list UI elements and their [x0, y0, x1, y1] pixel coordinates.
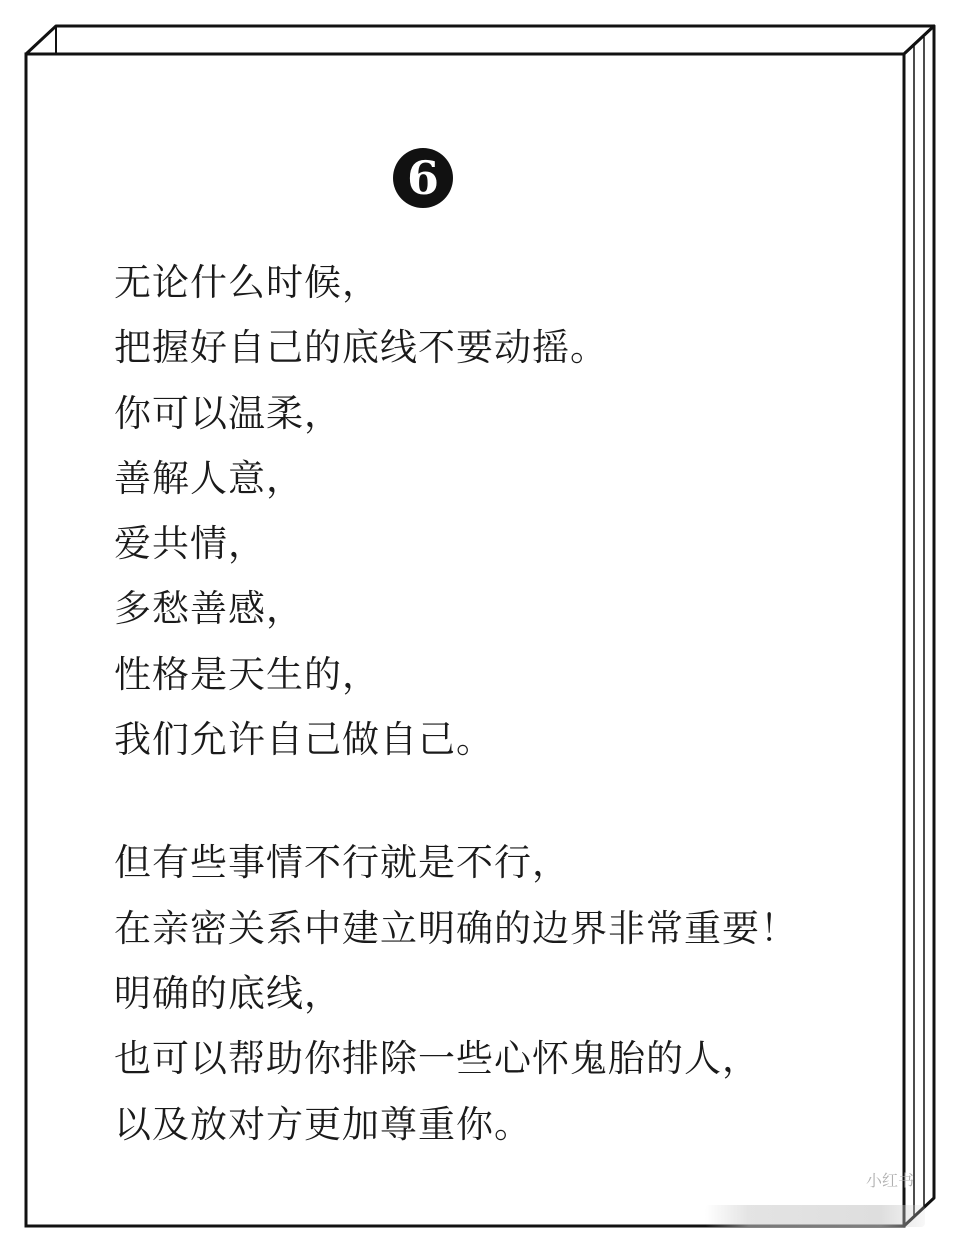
text-line: 明确的底线， [114, 971, 342, 1015]
number-badge: 6 [393, 148, 453, 208]
text-line: 多愁善感， [114, 587, 304, 631]
stanza-2 [114, 830, 874, 1156]
watermark-username-blur [705, 1205, 925, 1227]
text-line: 爱共情， [114, 522, 266, 566]
text-line: 也可以帮助你排除一些心怀鬼胎的人， [114, 1037, 760, 1081]
text-line: 把握好自己的底线不要动摇。 [114, 326, 608, 370]
text-line: 无论什么时候， [114, 261, 380, 304]
text-line: 但有些事情不行就是不行， [114, 841, 570, 885]
watermark-logo: 小红书 [866, 1171, 915, 1190]
poem-text [114, 250, 874, 1157]
text-line: 性格是天生的， [114, 652, 380, 696]
text-line: 你可以温柔， [114, 391, 342, 435]
page-top-edge [26, 26, 934, 54]
page-right-edge [904, 26, 934, 1226]
text-line: 在亲密关系中建立明确的边界非常重要！ [114, 906, 798, 950]
text-line: 以及放对方更加尊重你。 [114, 1102, 532, 1146]
text-line: 我们允许自己做自己。 [114, 718, 494, 762]
text-line: 善解人意， [114, 456, 304, 500]
stanza-1 [114, 250, 874, 772]
